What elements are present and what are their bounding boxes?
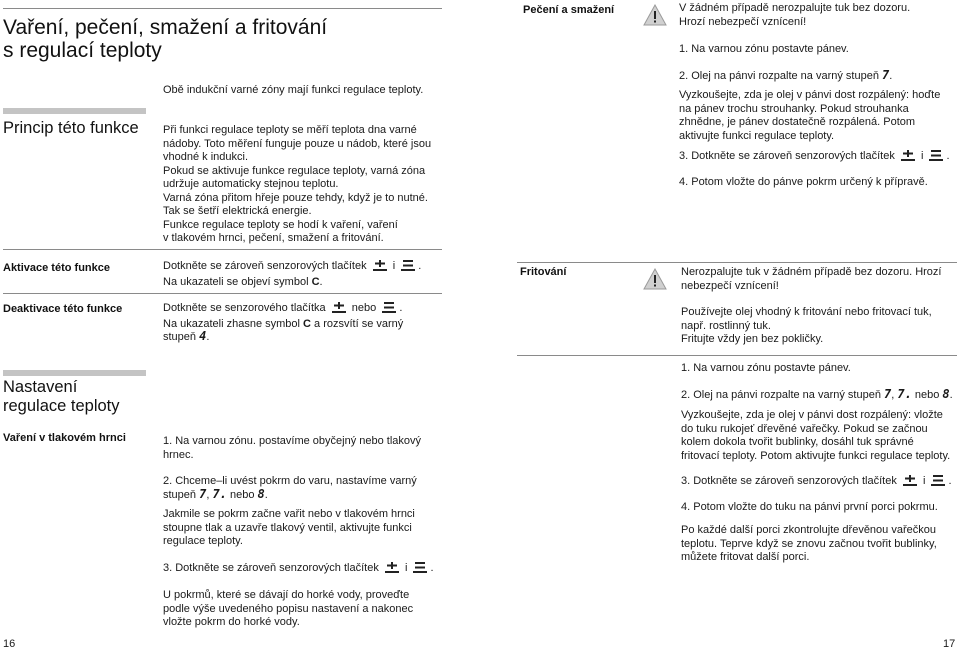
minus-sensor-icon (413, 562, 427, 578)
segment-digit: 7. (897, 386, 912, 401)
minus-sensor-icon (382, 302, 396, 318)
principle-intro: Obě indukční varné zóny mají funkci regulace teploty. (163, 84, 424, 96)
activate-label: Aktivace této funkce (3, 262, 110, 274)
minus-sensor-icon (931, 475, 945, 491)
divider (517, 262, 957, 263)
fry-text: Nerozpalujte tuk v žádném případě bez dozoru. Hrozí nebezpečí vznícení! Používejte olej vhodný k fritování nebo fritovací tuk, např. rostlinný tuk. Fritujte vždy jen bez pokličky. (681, 266, 942, 345)
pressure-steps: 1. Na varnou zónu. postavíme obyčejný nebo tlakový hrnec. 2. Chceme–li uvést pokrm do varu, nastavíme varný stupeň 7, 7. nebo 8. Jakmile se pokrm začne vařit nebo v tlakovém hrnci stoupne tlak a uzavře tlakový ventil, aktivujte funkci regulace teploty. 3. Dotkněte se zároveň senzorových tlačítek i . U pokrmů, které se dávají do horké vody, proveďte podle výše uvedeného popisu nastavení a nakonec vložte pokrm do horké vody. (163, 435, 434, 628)
activate-text: Dotkněte se zároveň senzorových tlačítek i . Na ukazateli se objeví symbol C. (163, 260, 422, 288)
segment-digit: 7 (199, 486, 207, 501)
minus-sensor-icon (401, 260, 415, 276)
section-bar (3, 370, 146, 376)
page-number-left: 16 (3, 638, 16, 650)
deactivate-label: Deaktivace této funkce (3, 303, 123, 315)
page-title: Vaření, pečení, smažení a fritování s regulací teploty (3, 16, 328, 62)
plus-minus-sensor-icon (385, 562, 399, 578)
principle-heading: Princip této funkce (3, 119, 139, 137)
bake-text: V žádném případě nerozpalujte tuk bez dozoru. Hrozí nebezpečí vznícení! 1. Na varnou zónu postavte pánev. 2. Olej na pánvi rozpalte na varný stupeň 7. Vyzkoušejte, zda je olej v pánvi dost rozpálený: hoďte na pánev trochu strouhanky. Pokud strouhanka zhnědne, je pánev dostatečně rozpálená. Potom aktivujte funkci regulace teploty. 3. Dotkněte se zároveň senzorových tlačítek i . 4. Potom vložte do pánve pokrm určený k přípravě. (679, 2, 950, 188)
segment-digit: 8 (942, 386, 950, 401)
minus-sensor-icon (929, 150, 943, 166)
segment-digit: 7. (212, 486, 227, 501)
section-bar (3, 108, 146, 114)
deactivate-text: Dotkněte se senzorového tlačítka nebo . Na ukazateli zhasne symbol C a rozsvítí se varný stupeň 4. (163, 302, 404, 343)
plus-minus-sensor-icon (901, 150, 915, 166)
settings-heading: Nastavení regulace teploty (3, 378, 120, 415)
segment-digit: 8 (257, 486, 265, 501)
top-rule-left (3, 8, 442, 9)
bake-label: Pečení a smažení (523, 4, 615, 16)
segment-digit: 4 (199, 329, 207, 343)
page-number-right: 17 (943, 638, 956, 650)
plus-minus-sensor-icon (903, 475, 917, 491)
fry-label: Fritování (520, 266, 567, 278)
segment-digit: 7 (884, 386, 892, 401)
pressure-label: Vaření v tlakovém hrnci (3, 432, 126, 444)
warning-triangle-icon (643, 4, 667, 31)
plus-minus-sensor-icon (332, 302, 346, 318)
divider (3, 293, 442, 294)
divider (517, 355, 957, 356)
warning-triangle-icon (643, 268, 667, 295)
principle-text: Při funkci regulace teploty se měří teplota dna varné nádoby. Toto měření funguje pouze u nádob, které jsou vhodné k indukci. Pokud se aktivuje funkce regulace teploty, varná zóna udržuje automaticky stejnou teplotu. Varná zóna přitom hřeje pouze tehdy, když je to nutné. Tak se šetří elektrická energie. Funkce regulace teploty se hodí k vaření, vaření v tlakovém hrnci, pečení, smažení a fritování. (163, 124, 432, 244)
plus-minus-sensor-icon (373, 260, 387, 276)
fry-steps: 1. Na varnou zónu postavte pánev. 2. Olej na pánvi rozpalte na varný stupeň 7, 7. nebo 8. Vyzkoušejte, zda je olej v pánvi dost rozpálený: vložte do tuku rukojeť dřevěné vařečky. Pokud se začnou kolem dokola tvořit bublinky, dosáhl tuk správné fritovací teploty. Potom aktivujte funkci regulace teploty. 3. Dotkněte se zároveň senzorových tlačítek i . 4. Potom vložte do tuku na pánvi první porci pokrmu. Po každé další porci zkontrolujte dřevěnou vařečkou teplotu. Teprve když se znovu začnou tvořit bublinky, můžete fritovat další porci. (681, 362, 953, 563)
divider (3, 249, 442, 250)
segment-digit: 7 (882, 67, 890, 82)
